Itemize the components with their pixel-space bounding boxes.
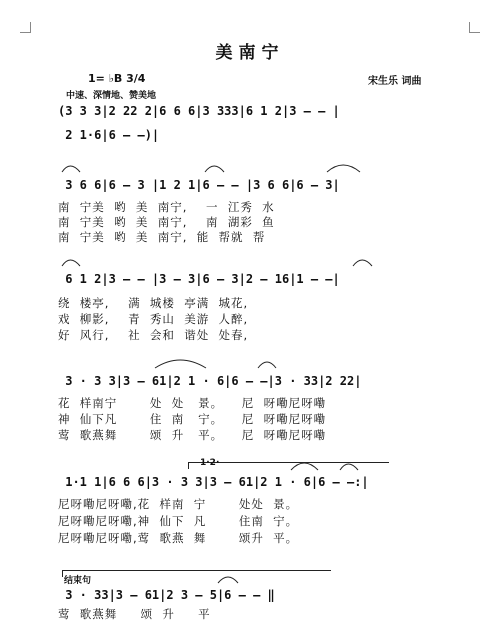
section2-notes: 6 1 2|3 — — |3 — 3|6 — 3|2 — 16|1 — —|: [58, 272, 340, 286]
section1-verse2: 南 宁美 哟 美 南宁, 南 湖彩 鱼: [58, 215, 275, 229]
section1-verse3: 南 宁美 哟 美 南宁, 能 帮就 帮: [58, 230, 266, 244]
intro-notes-line-2: 2 1·6|6 — —)|: [58, 128, 160, 142]
section2-verse3: 好 风行, 社 会和 谐处 处春,: [58, 328, 249, 342]
key-and-time-signature: 1= ♭B 3/4: [88, 72, 146, 85]
slur: [218, 577, 238, 583]
author-credit: 宋生乐 词曲: [368, 76, 422, 87]
crop-mark-top-right: [469, 22, 480, 33]
section2-verse2: 戏 柳影, 青 秀山 美游 人醉,: [58, 312, 249, 326]
section3-notes: 3 · 3 3|3 — 61|2 1 · 6|6 — —|3 · 33|2 22|: [58, 374, 362, 388]
section1-notes: 3 6 6|6 — 3 |1 2 1|6 — — |3 6 6|6 — 3|: [58, 178, 340, 192]
intro-notes-line-1: (3 3 3|2 22 2|6 6 6|3 333|6 1 2|3 — — |: [58, 104, 340, 118]
ending-notes: 3 · 33|3 — 61|2 3 — 5|6 — — ‖: [58, 588, 275, 602]
song-title: 美南宁: [215, 43, 285, 63]
section4-notes: 1·1 1|6 6 6|3 · 3 3|3 — 61|2 1 · 6|6 — —:|: [58, 475, 369, 489]
ending-label: 结束句: [64, 576, 92, 586]
section4-verse1: 尼呀嘞尼呀嘞,花 样南 宁 处处 景。: [58, 497, 299, 511]
volta-label: 1·2·: [200, 458, 220, 468]
ending-bracket: [62, 570, 331, 577]
section4-verse3: 尼呀嘞尼呀嘞,莺 歌燕 舞 颂升 平。: [58, 531, 299, 545]
slur: [205, 166, 224, 172]
tempo-marking: 中速、深情地、赞美地: [66, 91, 157, 101]
slur: [327, 165, 360, 172]
slur: [62, 260, 80, 266]
slur: [258, 362, 276, 368]
section3-verse3: 莺 歌燕舞 颂 升 平。 尼 呀嘞尼呀嘞: [58, 428, 327, 442]
ending-lyric: 莺 歌燕舞 颂 升 平: [58, 607, 211, 621]
section3-verse1: 花 样南宁 处 处 景。 尼 呀嘞尼呀嘞: [58, 396, 327, 410]
section4-verse2: 尼呀嘞尼呀嘞,神 仙下 凡 住南 宁。: [58, 514, 299, 528]
section2-verse1: 绕 楼亭, 满 城楼 亭满 城花,: [58, 296, 249, 310]
crop-mark-top-left: [20, 22, 31, 33]
slur: [353, 260, 372, 266]
section1-verse1: 南 宁美 哟 美 南宁, 一 江秀 水: [58, 200, 275, 214]
section3-verse2: 神 仙下凡 住 南 宁。 尼 呀嘞尼呀嘞: [58, 412, 327, 426]
slur: [62, 166, 80, 172]
slur: [155, 360, 206, 368]
